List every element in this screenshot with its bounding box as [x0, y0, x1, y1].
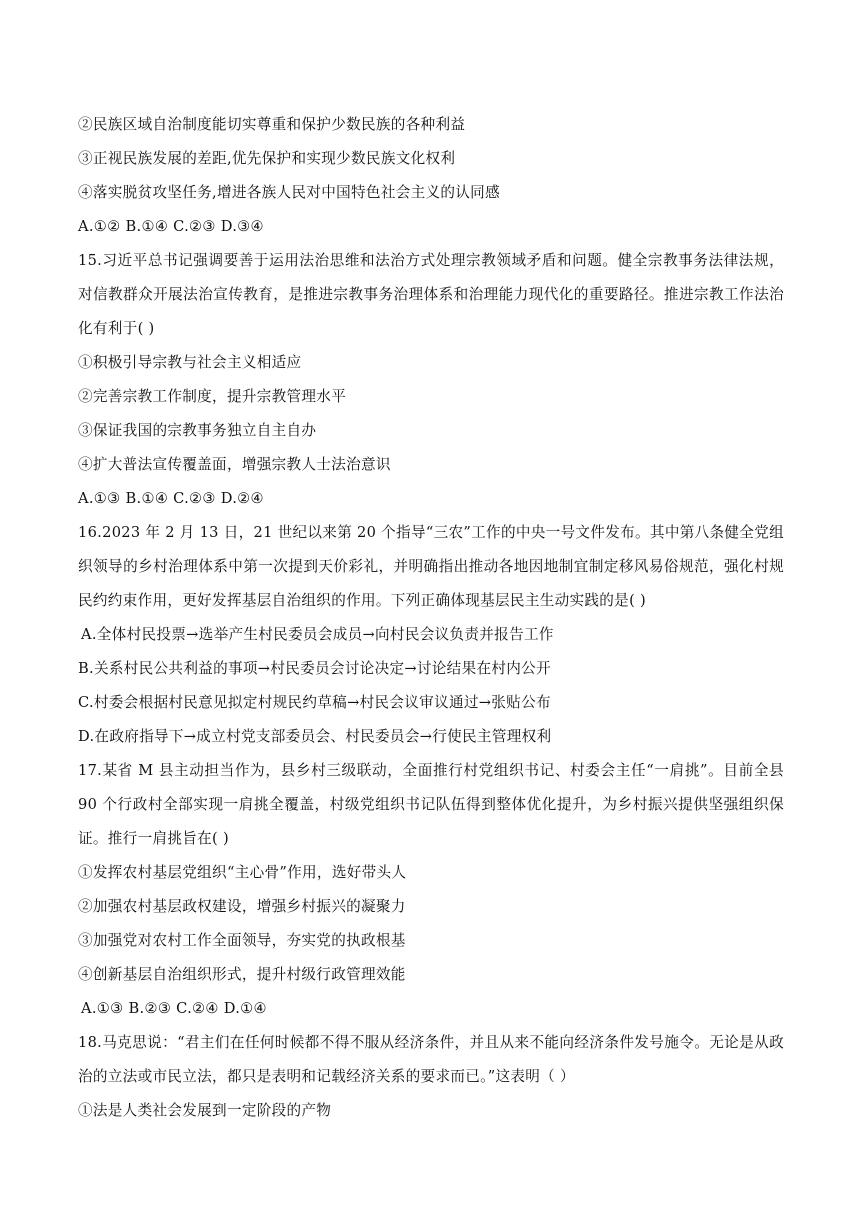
q17-option-1: ①发挥农村基层党组织“主心骨”作用，选好带头人 — [78, 864, 407, 881]
q15-choices: A.①③ B.①④ C.②③ D.②④ — [78, 490, 264, 507]
q15-stem: 15.习近平总书记强调要善于运用法治思维和法治方式处理宗教领域矛盾和问题。健全宗教事务法律法规，对信教群众开展法治宣传教育，是推进宗教事务治理体系和治理能力现代化的重要路径。推进宗教工作法治化有利于( ) — [78, 252, 784, 337]
q16-option-b: B.关系村民公共利益的事项→村民委员会讨论决定→讨论结果在村内公开 — [78, 660, 551, 677]
question-14 — [78, 108, 784, 244]
q16-option-d: D.在政府指导下→成立村党支部委员会、村民委员会→行使民主管理权利 — [78, 728, 552, 745]
q14-choices: A.①② B.①④ C.②③ D.③④ — [78, 218, 264, 235]
q16-option-c: C.村委会根据村民意见拟定村规民约草稿→村民会议审议通过→张贴公布 — [78, 694, 551, 711]
q16-option-a: A.全体村民投票→选举产生村民委员会成员→向村民会议负责并报告工作 — [81, 626, 554, 643]
question-16 — [78, 516, 784, 754]
question-17 — [78, 754, 784, 1026]
q15-option-1: ①积极引导宗教与社会主义相适应 — [78, 354, 302, 371]
q17-option-2: ②加强农村基层政权建设，增强乡村振兴的凝聚力 — [78, 898, 406, 915]
q18-stem: 18.马克思说：“君主们在任何时候都不得不服从经济条件，并且从来不能向经济条件发号施令。无论是从政治的立法或市民立法，都只是表明和记载经济关系的要求而已。”这表明（ ） — [78, 1034, 784, 1085]
question-15 — [78, 244, 784, 516]
question-18 — [78, 1026, 784, 1128]
q14-option-3: ③正视民族发展的差距,优先保护和实现少数民族文化权利 — [78, 150, 456, 167]
q14-option-4: ④落实脱贫攻坚任务,增进各族人民对中国特色社会主义的认同感 — [78, 184, 500, 201]
q16-stem: 16.2023 年 2 月 13 日，21 世纪以来第 20 个指导“三农”工作的中央一号文件发布。其中第八条健全党组织领导的乡村治理体系中第一次提到天价彩礼，并明确指出推动各地因地制宜制定移风易俗规范，强化村规民约约束作用，更好发挥基层自治组织的作用。下列正确体现基层民主生动实践的是( ) — [78, 524, 784, 609]
q14-option-2: ②民族区域自治制度能切实尊重和保护少数民族的各种利益 — [78, 116, 466, 133]
q17-option-3: ③加强党对农村工作全面领导，夯实党的执政根基 — [78, 932, 406, 949]
q17-option-4: ④创新基层自治组织形式，提升村级行政管理效能 — [78, 966, 406, 983]
q15-option-4: ④扩大普法宣传覆盖面，增强宗教人士法治意识 — [78, 456, 391, 473]
exam-page — [78, 108, 784, 1128]
q18-option-1: ①法是人类社会发展到一定阶段的产物 — [78, 1102, 332, 1119]
q15-option-3: ③保证我国的宗教事务独立自主自办 — [78, 422, 317, 439]
q15-option-2: ②完善宗教工作制度，提升宗教管理水平 — [78, 388, 347, 405]
q17-choices: A.①③ B.②③ C.②④ D.①④ — [81, 1000, 267, 1017]
q17-stem: 17.某省 M 县主动担当作为，县乡村三级联动，全面推行村党组织书记、村委会主任“一肩挑”。目前全县 90 个行政村全部实现一肩挑全覆盖，村级党组织书记队伍得到整体优化提升，为乡村振兴提供坚强组织保证。推行一肩挑旨在( ) — [78, 762, 784, 847]
